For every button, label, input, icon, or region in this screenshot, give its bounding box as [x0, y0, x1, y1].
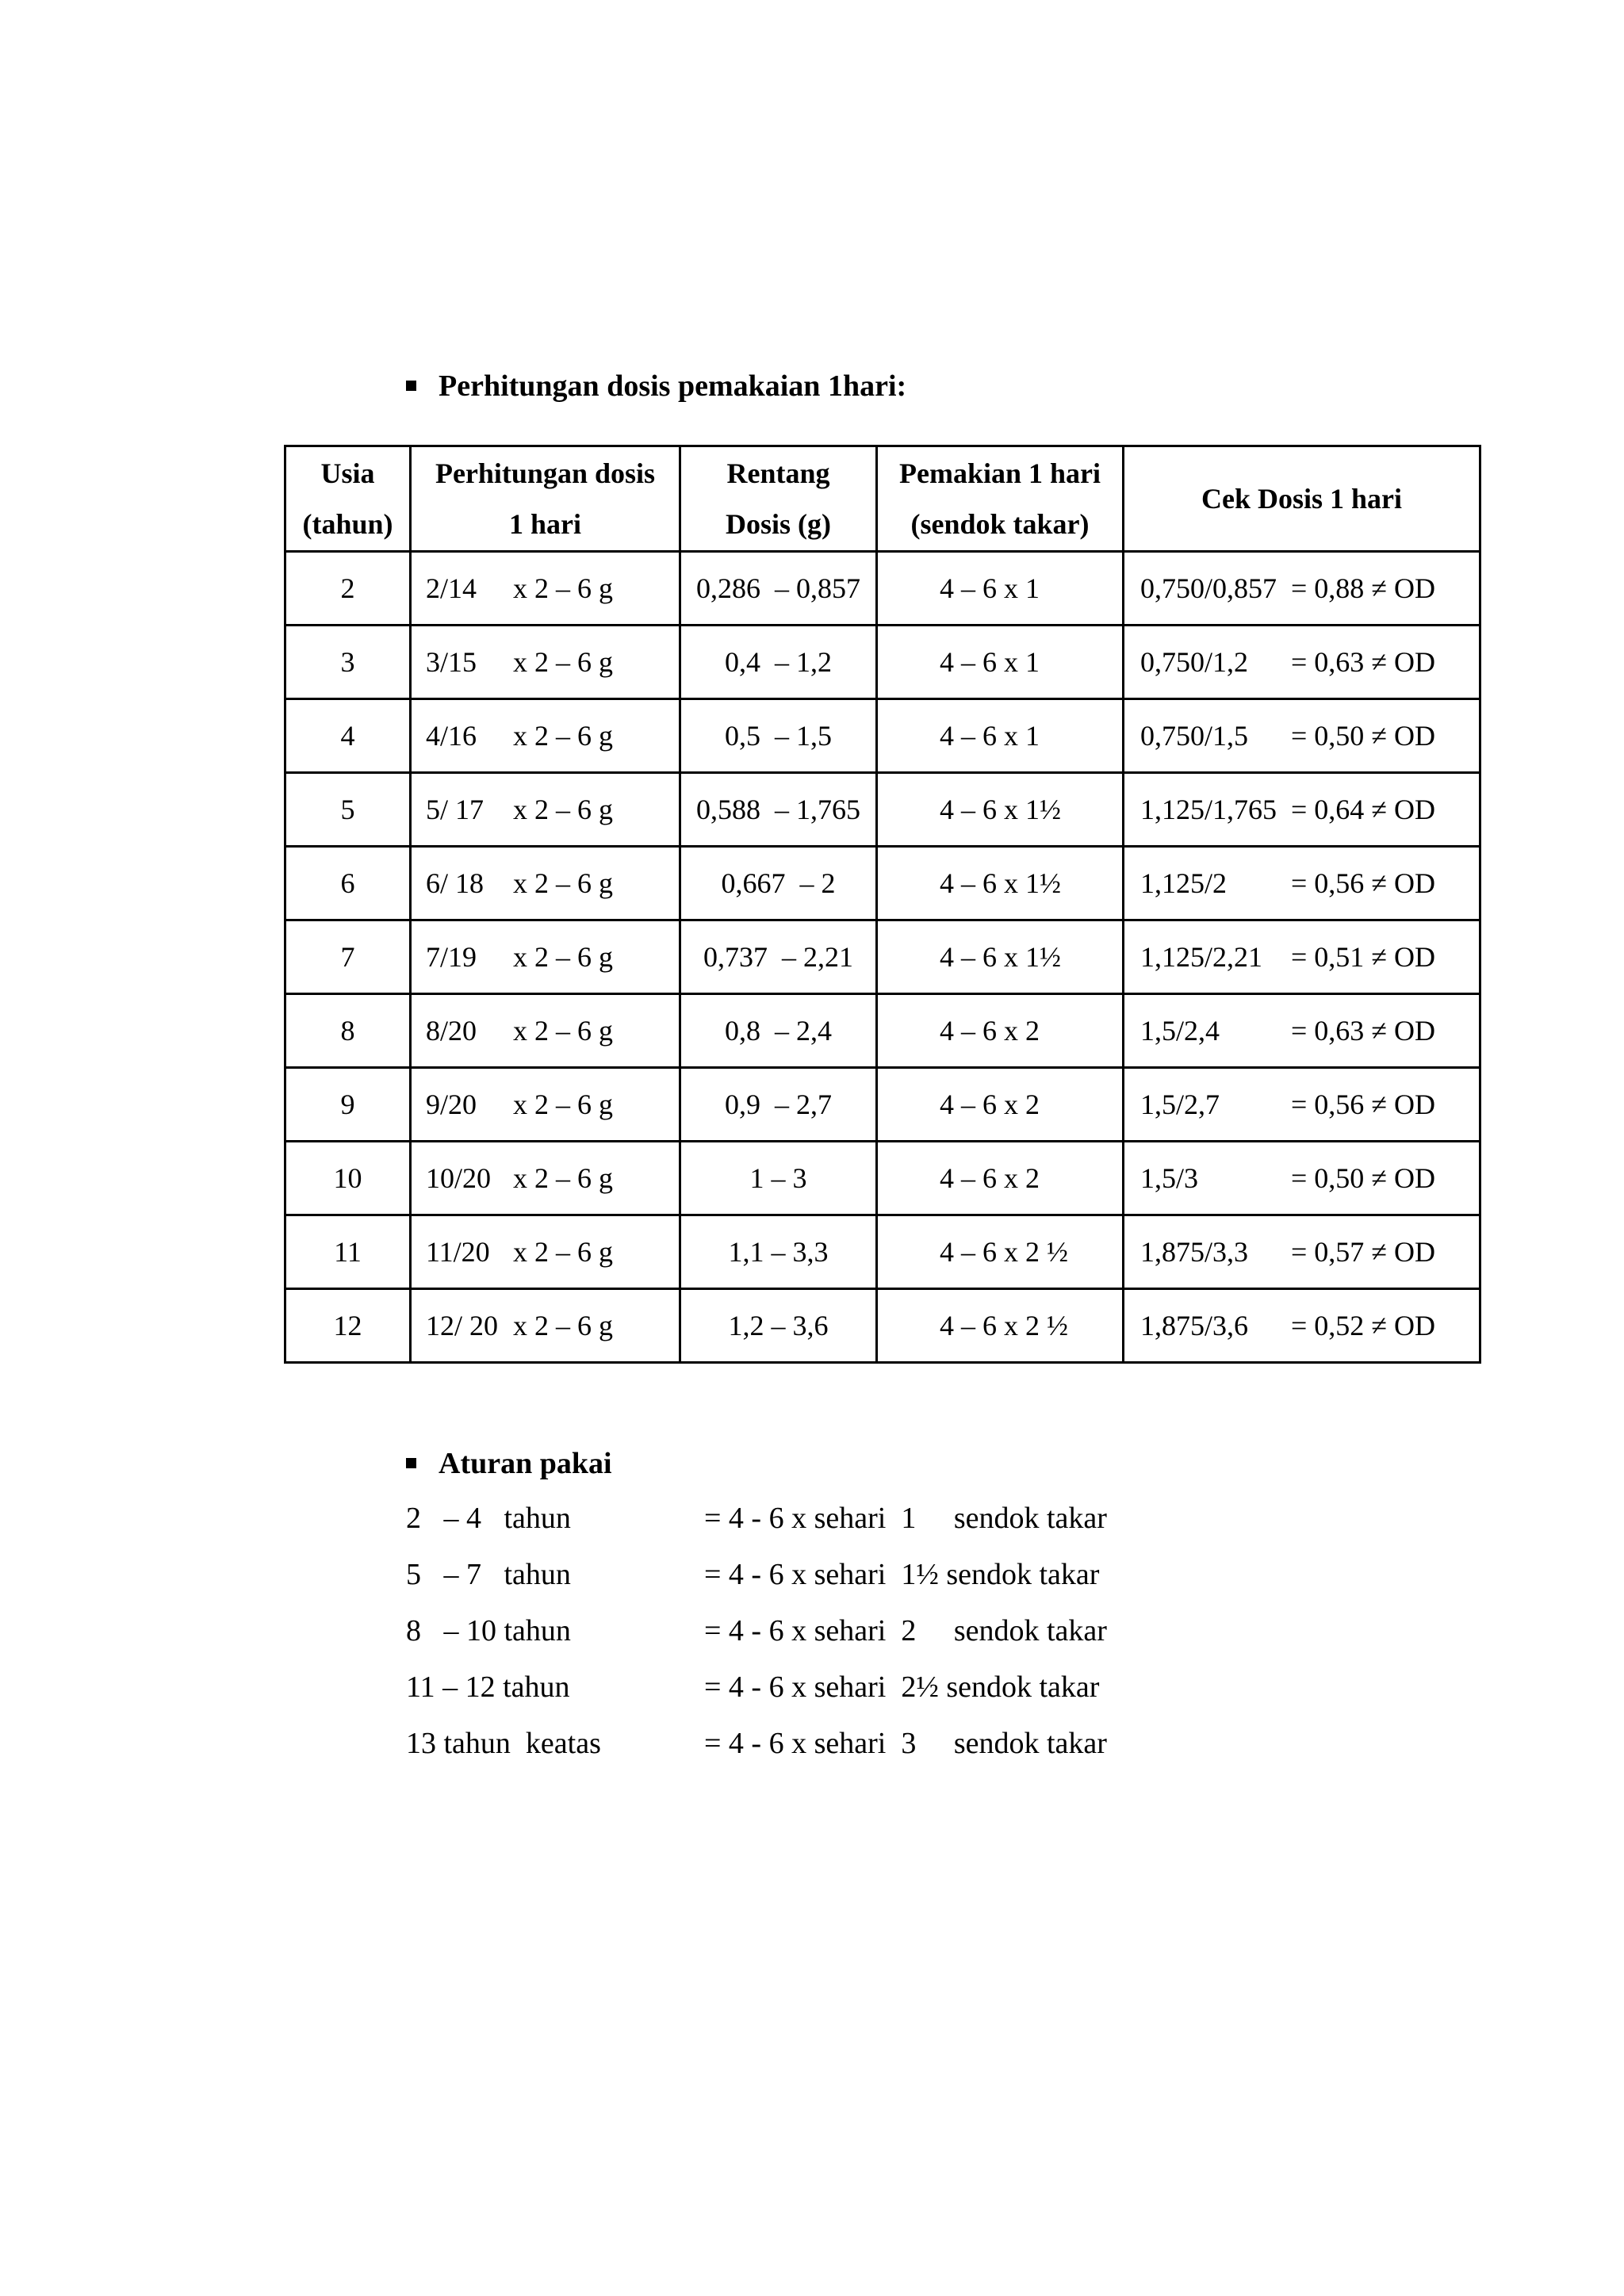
- heading-dosis: [406, 371, 906, 401]
- table-row: [285, 552, 1480, 626]
- cell-cek-hasil: = 0,88 ≠ OD: [1291, 572, 1436, 604]
- cell-cek-rasio: 1,875/3,6: [1140, 1310, 1249, 1341]
- cell-usia: 4: [285, 699, 411, 773]
- aturan-item: [406, 1728, 1107, 1785]
- header-usia: Usia (tahun): [285, 446, 411, 552]
- table-row: [285, 920, 1480, 994]
- cell-cek-hasil: = 0,57 ≠ OD: [1291, 1236, 1436, 1268]
- cell-usia: 9: [285, 1068, 411, 1142]
- cell-fraksi: 9/20: [426, 1089, 477, 1120]
- cell-pemakaian: 4 – 6 x 2: [877, 1068, 1124, 1142]
- header-rentang: Rentang Dosis (g): [680, 446, 877, 552]
- cell-pemakaian: 4 – 6 x 2: [877, 994, 1124, 1068]
- cell-rentang: 0,9 – 2,7: [680, 1068, 877, 1142]
- table-row: [285, 847, 1480, 920]
- cell-rumus: x 2 – 6 g: [513, 1089, 613, 1120]
- cell-cek-rasio: 1,125/1,765: [1140, 794, 1277, 825]
- cell-rumus: x 2 – 6 g: [513, 1310, 613, 1341]
- bullet-square-icon: [406, 381, 416, 391]
- aturan-dosis: = 4 - 6 x sehari 1½ sendok takar: [704, 1558, 1100, 1591]
- cell-perhitungan: [411, 1068, 680, 1142]
- cell-cek-dosis: [1124, 552, 1480, 626]
- aturan-item: [406, 1616, 1107, 1672]
- cell-cek-rasio: 0,750/1,5: [1140, 720, 1249, 752]
- cell-rentang: 0,737 – 2,21: [680, 920, 877, 994]
- aturan-usia: 2 – 4 tahun: [406, 1502, 571, 1535]
- cell-cek-rasio: 1,5/2,4: [1140, 1015, 1220, 1047]
- table-row: [285, 994, 1480, 1068]
- cell-rentang: 1,1 – 3,3: [680, 1215, 877, 1289]
- heading-aturan: [406, 1448, 612, 1479]
- cell-cek-dosis: [1124, 920, 1480, 994]
- cell-cek-dosis: [1124, 626, 1480, 699]
- table-row: [285, 1142, 1480, 1215]
- cell-fraksi: 5/ 17: [426, 794, 485, 825]
- cell-cek-dosis: [1124, 1289, 1480, 1363]
- cell-usia: 12: [285, 1289, 411, 1363]
- dose-table: [284, 445, 1481, 1364]
- cell-fraksi: 3/15: [426, 646, 477, 678]
- cell-fraksi: 6/ 18: [426, 867, 485, 899]
- cell-perhitungan: [411, 1289, 680, 1363]
- aturan-list: [406, 1503, 1107, 1785]
- cell-usia: 2: [285, 552, 411, 626]
- table-row: [285, 699, 1480, 773]
- cell-cek-dosis: [1124, 847, 1480, 920]
- cell-cek-rasio: 0,750/1,2: [1140, 646, 1249, 678]
- cell-cek-dosis: [1124, 773, 1480, 847]
- cell-fraksi: 8/20: [426, 1015, 477, 1047]
- cell-cek-dosis: [1124, 1142, 1480, 1215]
- cell-usia: 11: [285, 1215, 411, 1289]
- cell-rumus: x 2 – 6 g: [513, 646, 613, 678]
- cell-pemakaian: 4 – 6 x 1: [877, 699, 1124, 773]
- cell-usia: 7: [285, 920, 411, 994]
- aturan-dosis: = 4 - 6 x sehari 1 sendok takar: [704, 1502, 1107, 1535]
- cell-fraksi: 4/16: [426, 720, 477, 752]
- cell-perhitungan: [411, 847, 680, 920]
- cell-cek-dosis: [1124, 1215, 1480, 1289]
- cell-fraksi: 7/19: [426, 941, 477, 973]
- cell-fraksi: 11/20: [426, 1236, 490, 1268]
- cell-pemakaian: 4 – 6 x 1½: [877, 847, 1124, 920]
- header-perhitungan: Perhitungan dosis 1 hari: [411, 446, 680, 552]
- cell-pemakaian: 4 – 6 x 1: [877, 626, 1124, 699]
- cell-pemakaian: 4 – 6 x 1½: [877, 920, 1124, 994]
- cell-cek-hasil: = 0,64 ≠ OD: [1291, 794, 1436, 825]
- cell-usia: 3: [285, 626, 411, 699]
- table-header-row: [285, 446, 1480, 552]
- cell-perhitungan: [411, 699, 680, 773]
- aturan-item: [406, 1672, 1107, 1728]
- cell-rentang: 0,588 – 1,765: [680, 773, 877, 847]
- aturan-usia: 8 – 10 tahun: [406, 1614, 571, 1647]
- header-cek-dosis: Cek Dosis 1 hari: [1124, 446, 1480, 552]
- aturan-usia: 11 – 12 tahun: [406, 1670, 570, 1704]
- cell-perhitungan: [411, 920, 680, 994]
- aturan-usia: 13 tahun keatas: [406, 1727, 601, 1760]
- cell-pemakaian: 4 – 6 x 2: [877, 1142, 1124, 1215]
- cell-rumus: x 2 – 6 g: [513, 720, 613, 752]
- cell-pemakaian: 4 – 6 x 1: [877, 552, 1124, 626]
- aturan-dosis: = 4 - 6 x sehari 2 sendok takar: [704, 1614, 1107, 1647]
- cell-rumus: x 2 – 6 g: [513, 941, 613, 973]
- cell-fraksi: 10/20: [426, 1162, 492, 1194]
- cell-cek-rasio: 1,5/3: [1140, 1162, 1199, 1194]
- cell-usia: 5: [285, 773, 411, 847]
- cell-cek-hasil: = 0,63 ≠ OD: [1291, 646, 1436, 678]
- cell-pemakaian: 4 – 6 x 1½: [877, 773, 1124, 847]
- cell-perhitungan: [411, 773, 680, 847]
- heading-dosis-text: Perhitungan dosis pemakaian 1hari:: [439, 369, 907, 403]
- cell-usia: 8: [285, 994, 411, 1068]
- cell-rentang: 0,5 – 1,5: [680, 699, 877, 773]
- cell-rumus: x 2 – 6 g: [513, 572, 613, 604]
- cell-perhitungan: [411, 1142, 680, 1215]
- cell-cek-rasio: 1,125/2: [1140, 867, 1228, 899]
- cell-cek-hasil: = 0,56 ≠ OD: [1291, 1089, 1436, 1120]
- cell-fraksi: 12/ 20: [426, 1310, 499, 1341]
- cell-cek-rasio: 1,875/3,3: [1140, 1236, 1249, 1268]
- cell-perhitungan: [411, 1215, 680, 1289]
- cell-rentang: 1,2 – 3,6: [680, 1289, 877, 1363]
- cell-cek-dosis: [1124, 699, 1480, 773]
- cell-pemakaian: 4 – 6 x 2 ½: [877, 1289, 1124, 1363]
- cell-rentang: 0,8 – 2,4: [680, 994, 877, 1068]
- cell-fraksi: 2/14: [426, 572, 477, 604]
- cell-perhitungan: [411, 994, 680, 1068]
- cell-rumus: x 2 – 6 g: [513, 1162, 613, 1194]
- aturan-usia: 5 – 7 tahun: [406, 1558, 571, 1591]
- cell-rumus: x 2 – 6 g: [513, 867, 613, 899]
- aturan-item: [406, 1503, 1107, 1559]
- cell-cek-rasio: 1,125/2,21: [1140, 941, 1263, 973]
- cell-cek-hasil: = 0,52 ≠ OD: [1291, 1310, 1436, 1341]
- header-pemakaian: Pemakian 1 hari (sendok takar): [877, 446, 1124, 552]
- table-row: [285, 773, 1480, 847]
- cell-usia: 6: [285, 847, 411, 920]
- cell-cek-hasil: = 0,50 ≠ OD: [1291, 1162, 1436, 1194]
- cell-cek-dosis: [1124, 994, 1480, 1068]
- cell-perhitungan: [411, 552, 680, 626]
- cell-pemakaian: 4 – 6 x 2 ½: [877, 1215, 1124, 1289]
- table-row: [285, 626, 1480, 699]
- cell-cek-rasio: 1,5/2,7: [1140, 1089, 1220, 1120]
- cell-cek-hasil: = 0,50 ≠ OD: [1291, 720, 1436, 752]
- table-row: [285, 1289, 1480, 1363]
- table-row: [285, 1215, 1480, 1289]
- table-row: [285, 1068, 1480, 1142]
- cell-rumus: x 2 – 6 g: [513, 794, 613, 825]
- aturan-dosis: = 4 - 6 x sehari 2½ sendok takar: [704, 1670, 1100, 1704]
- cell-rentang: 1 – 3: [680, 1142, 877, 1215]
- cell-perhitungan: [411, 626, 680, 699]
- cell-cek-hasil: = 0,56 ≠ OD: [1291, 867, 1436, 899]
- cell-rentang: 0,4 – 1,2: [680, 626, 877, 699]
- cell-rentang: 0,286 – 0,857: [680, 552, 877, 626]
- aturan-item: [406, 1559, 1107, 1616]
- bullet-square-icon: [406, 1458, 416, 1468]
- cell-cek-dosis: [1124, 1068, 1480, 1142]
- cell-cek-hasil: = 0,51 ≠ OD: [1291, 941, 1436, 973]
- aturan-dosis: = 4 - 6 x sehari 3 sendok takar: [704, 1727, 1107, 1760]
- cell-usia: 10: [285, 1142, 411, 1215]
- cell-rentang: 0,667 – 2: [680, 847, 877, 920]
- cell-cek-hasil: = 0,63 ≠ OD: [1291, 1015, 1436, 1047]
- cell-rumus: x 2 – 6 g: [513, 1015, 613, 1047]
- heading-aturan-text: Aturan pakai: [439, 1447, 612, 1480]
- cell-rumus: x 2 – 6 g: [513, 1236, 613, 1268]
- table-body: [285, 552, 1480, 1363]
- cell-cek-rasio: 0,750/0,857: [1140, 572, 1277, 604]
